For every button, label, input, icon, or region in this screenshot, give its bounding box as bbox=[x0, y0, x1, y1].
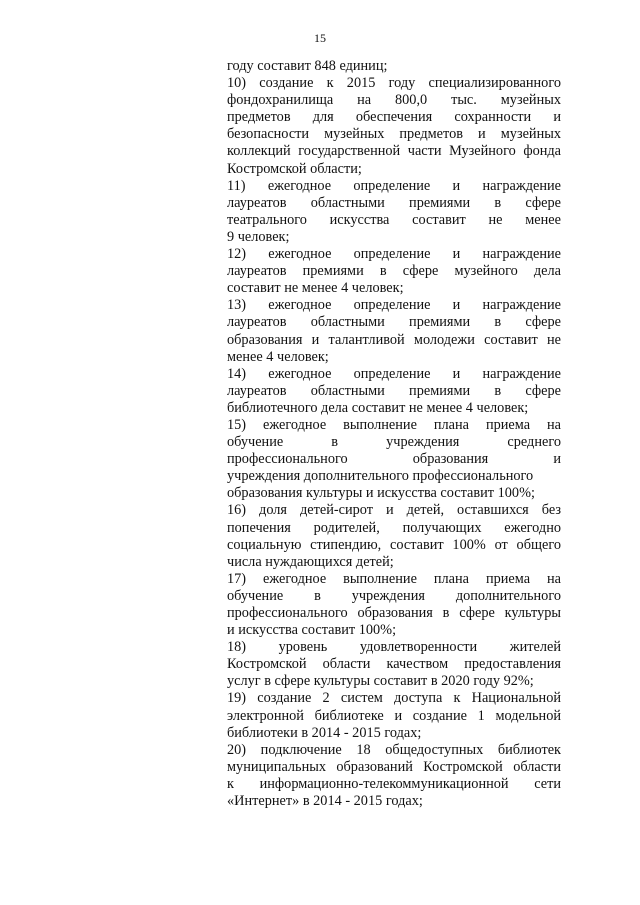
text-line: менее 4 человек; bbox=[227, 348, 329, 365]
text-line: образования культуры и искусства составит 100%; bbox=[227, 485, 535, 502]
text-line: 19) создание 2 систем доступа к Национальной bbox=[227, 690, 561, 707]
text-line: лауреатов премиями в сфере музейного дела bbox=[227, 263, 561, 280]
text-line: профессионального образования и bbox=[227, 451, 561, 468]
text-line: попечения родителей, получающих ежегодно bbox=[227, 519, 561, 536]
text-line: 16) доля детей-сирот и детей, оставшихся без bbox=[227, 502, 561, 519]
document-body bbox=[227, 58, 561, 810]
text-line: Костромской области качеством предоставления bbox=[227, 656, 561, 673]
text-line: 9 человек; bbox=[227, 228, 290, 245]
text-line: составит не менее 4 человек; bbox=[227, 280, 404, 297]
text-line: лауреатов областными премиями в сфере bbox=[227, 382, 561, 399]
text-line: муниципальных образований Костромской области bbox=[227, 758, 561, 775]
text-line: библиотеки в 2014 - 2015 годах; bbox=[227, 724, 422, 741]
text-line: 18) уровень удовлетворенности жителей bbox=[227, 639, 561, 656]
text-line: Костромской области; bbox=[227, 160, 362, 177]
text-line: лауреатов областными премиями в сфере bbox=[227, 314, 561, 331]
text-line: театрального искусства составит не менее bbox=[227, 211, 561, 228]
text-line: числа нуждающихся детей; bbox=[227, 553, 394, 570]
text-line: безопасности музейных предметов и музейных bbox=[227, 126, 561, 143]
text-line: к информационно-телекоммуникационной сети bbox=[227, 775, 561, 792]
text-line: году составит 848 единиц; bbox=[227, 58, 388, 74]
text-line: электронной библиотеке и создание 1 модельной bbox=[227, 707, 561, 724]
text-line: 12) ежегодное определение и награждение bbox=[227, 246, 561, 263]
text-line: предметов для обеспечения сохранности и bbox=[227, 109, 561, 126]
text-line: 11) ежегодное определение и награждение bbox=[227, 177, 561, 194]
text-line: «Интернет» в 2014 - 2015 годах; bbox=[227, 793, 423, 810]
text-line: коллекций государственной части Музейного фонда bbox=[227, 143, 561, 160]
text-line: 15) ежегодное выполнение плана приема на bbox=[227, 416, 561, 433]
text-line: и искусства составит 100%; bbox=[227, 622, 397, 639]
text-line: услуг в сфере культуры составит в 2020 году 92%; bbox=[227, 673, 534, 690]
text-line: обучение в учреждения среднего bbox=[227, 434, 561, 451]
text-line: 10) создание к 2015 году специализированного bbox=[227, 75, 561, 92]
text-line: лауреатов областными премиями в сфере bbox=[227, 194, 561, 211]
page-number: 15 bbox=[314, 31, 326, 45]
text-line: фондохранилища на 800,0 тыс. музейных bbox=[227, 92, 561, 109]
text-line: 14) ежегодное определение и награждение bbox=[227, 365, 561, 382]
text-line: образования и талантливой молодежи составит не bbox=[227, 331, 561, 348]
text-line: 13) ежегодное определение и награждение bbox=[227, 297, 561, 314]
text-line: 17) ежегодное выполнение плана приема на bbox=[227, 570, 561, 587]
text-line: библиотечного дела составит не менее 4 человек; bbox=[227, 399, 529, 416]
text-line: учреждения дополнительного профессионального bbox=[227, 468, 534, 485]
text-line: обучение в учреждения дополнительного bbox=[227, 587, 561, 604]
text-line: социальную стипендию, составит 100% от общего bbox=[227, 536, 561, 553]
text-line: 20) подключение 18 общедоступных библиотек bbox=[227, 741, 561, 758]
text-line: профессионального образования в сфере культуры bbox=[227, 605, 561, 621]
